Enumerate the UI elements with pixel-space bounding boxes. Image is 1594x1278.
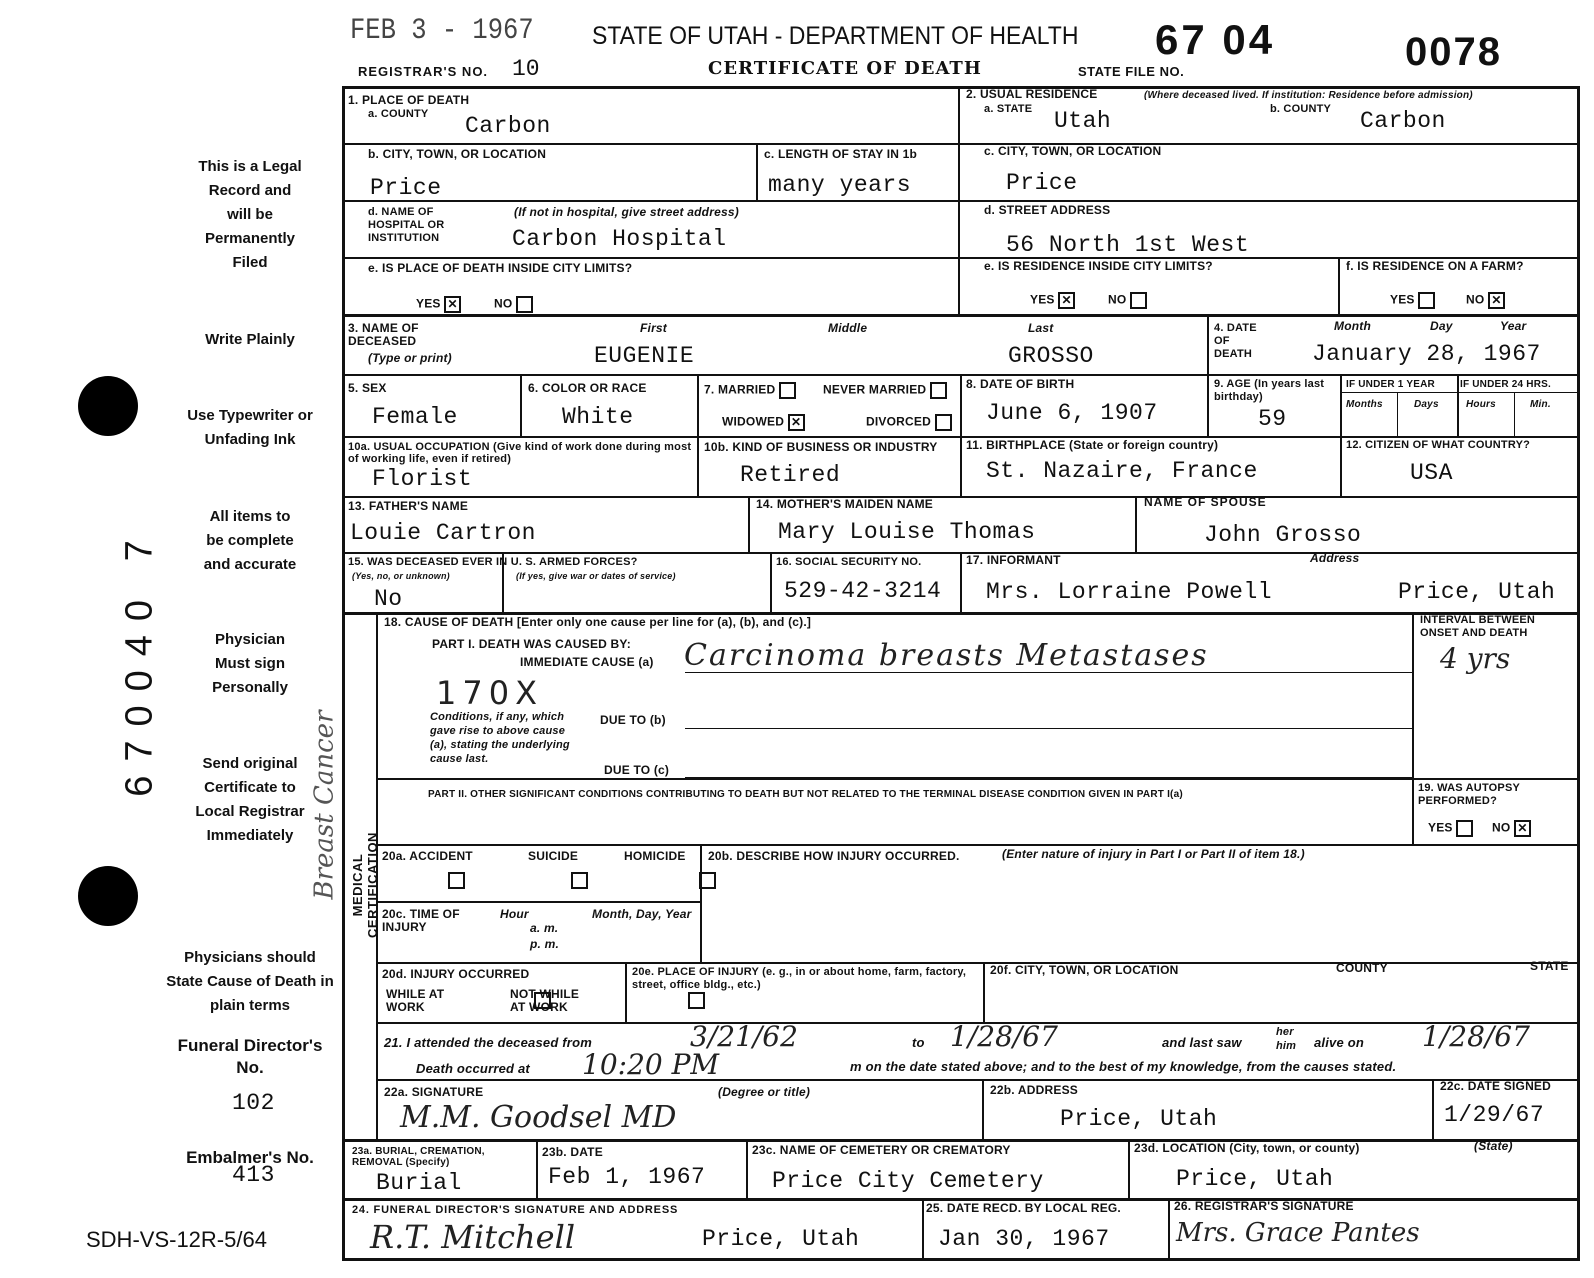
age-label: 9. AGE (In years last birthday): [1214, 378, 1325, 403]
injury-occurred-label: 20d. INJURY OCCURRED: [382, 967, 530, 981]
death-occurred-at-label: Death occurred at: [416, 1061, 530, 1076]
file-prefix: 67 04: [1155, 16, 1276, 63]
while-at-work-option[interactable]: [386, 988, 466, 1014]
agency-title: STATE OF UTAH - DEPARTMENT OF HEALTH: [592, 22, 1079, 50]
physician-signature: M.M. Goodsel MD: [400, 1100, 677, 1135]
interval-label: INTERVAL BETWEEN ONSET AND DEATH: [1420, 614, 1536, 639]
res-county: Carbon: [1360, 108, 1446, 134]
grid-line: [756, 143, 758, 200]
signature-label: 22a. SIGNATURE: [384, 1085, 484, 1099]
married-label: 7. MARRIED: [704, 382, 776, 397]
funeral-director-address: Price, Utah: [702, 1226, 860, 1252]
cemetery: Price City Cemetery: [772, 1168, 1044, 1194]
cause-of-death-label: 18. CAUSE OF DEATH [Enter only one cause per line for (a), (b), and (c).]: [384, 615, 812, 629]
yes-label: YES: [1390, 292, 1415, 307]
last-name: GROSSO: [1008, 343, 1094, 369]
grid-line: [376, 778, 1580, 780]
race-label: 6. COLOR OR RACE: [528, 381, 647, 395]
spouse-name: John Grosso: [1204, 522, 1362, 548]
checkbox-yes[interactable]: ✕: [444, 296, 461, 313]
type-or-print-label: (Type or print): [368, 351, 452, 365]
date-received: Jan 30, 1967: [938, 1226, 1110, 1252]
grid-line: [376, 1079, 1580, 1081]
grid-line: [1432, 1079, 1434, 1139]
res-city-label: c. CITY, TOWN, OR LOCATION: [984, 144, 1162, 158]
first-name: EUGENIE: [594, 343, 695, 369]
place-of-injury-label: 20e. PLACE OF INJURY (e. g., in or about home, farm, factory, street, office bldg., etc.): [632, 966, 967, 991]
sex-label: 5. SEX: [348, 381, 387, 395]
last-saw-label: and last saw: [1162, 1035, 1242, 1050]
checkbox-not-while-at-work[interactable]: [688, 992, 705, 1009]
cemetery-label: 23c. NAME OF CEMETERY OR CREMATORY: [752, 1143, 1011, 1157]
month-label: Month: [1334, 319, 1371, 333]
checkbox-homicide[interactable]: [699, 872, 716, 889]
usual-residence-label: 2. USUAL RESIDENCE: [966, 87, 1098, 101]
burial: Burial: [376, 1170, 462, 1196]
complete-note: All items to be complete and accurate: [203, 508, 297, 573]
attended-label: 21. I attended the deceased from: [384, 1035, 592, 1050]
widowed-option[interactable]: [722, 414, 805, 431]
grid-line: [1340, 392, 1580, 393]
grid-line: [770, 552, 772, 612]
code-170x: 170X: [436, 674, 543, 712]
funeral-director-no: 102: [232, 1090, 275, 1116]
injury-state-label: STATE: [1530, 959, 1569, 973]
grid-line: [342, 496, 1580, 498]
while-at-work-label: WHILE AT WORK: [386, 987, 445, 1014]
form-number: SDH-VS-12R-5/64: [86, 1227, 267, 1252]
grid-line: [536, 1139, 538, 1198]
father-name: Louie Cartron: [350, 520, 536, 546]
ssn: 529-42-3214: [784, 578, 942, 604]
registrar-label: REGISTRAR'S NO.: [358, 64, 489, 79]
no-label: NO: [1466, 292, 1485, 307]
typewriter-note: Use Typewriter or Unfading Ink: [187, 407, 313, 448]
year-label: Year: [1500, 319, 1527, 333]
immediate-cause: Carcinoma breasts Metastases: [684, 638, 1209, 673]
occupation-label: 10a. USUAL OCCUPATION (Give kind of work done during most of working life, even if retired): [348, 441, 692, 465]
frame-right: [1577, 86, 1580, 1261]
grid-line: [922, 1198, 924, 1260]
injury-county-label: COUNTY: [1336, 961, 1388, 975]
ssn-label: 16. SOCIAL SECURITY NO.: [776, 556, 922, 568]
grid-line: [376, 844, 1580, 846]
injury-description-label: 20b. DESCRIBE HOW INJURY OCCURRED.: [708, 849, 960, 863]
armed-forces: No: [374, 586, 403, 612]
informant: Mrs. Lorraine Powell: [986, 579, 1273, 605]
date-of-death: January 28, 1967: [1312, 341, 1541, 367]
autopsy-no[interactable]: [1492, 820, 1531, 837]
grid-line: [376, 901, 700, 903]
checkbox-yes[interactable]: [1456, 820, 1473, 837]
date-received-label: 25. DATE RECD. BY LOCAL REG.: [926, 1201, 1121, 1215]
birthplace: St. Nazaire, France: [986, 458, 1258, 484]
last-label: Last: [1028, 321, 1054, 335]
physician-note: Physician Must sign Personally: [212, 631, 288, 696]
yes-label: YES: [416, 296, 441, 311]
divorced-label: DIVORCED: [866, 414, 931, 429]
part-1-label: PART I. DEATH WAS CAUSED BY:: [432, 637, 631, 651]
grid-line: [1128, 1139, 1130, 1198]
checkbox-yes[interactable]: [1418, 292, 1435, 309]
alive-on: 1/28/67: [1422, 1020, 1530, 1053]
checkbox-divorced[interactable]: [935, 414, 952, 431]
funeral-director-signature-label: 24. FUNERAL DIRECTOR'S SIGNATURE AND ADDRESS: [352, 1204, 679, 1216]
grid-line: [700, 844, 702, 962]
res-county-label: b. COUNTY: [1270, 103, 1332, 115]
due-to-c-label: DUE TO (c): [604, 763, 670, 777]
street-address: 56 North 1st West: [1006, 232, 1250, 258]
grid-line: [376, 962, 1580, 964]
checkbox-yes[interactable]: ✕: [1058, 292, 1075, 309]
not-while-at-work-option[interactable]: [510, 988, 590, 1014]
accident-label: 20a. ACCIDENT: [382, 849, 473, 863]
farm-label: f. IS RESIDENCE ON A FARM?: [1346, 259, 1524, 273]
physician-address-label: 22b. ADDRESS: [990, 1083, 1078, 1097]
hour-label: Hour: [500, 907, 529, 921]
under-1-year-label: IF UNDER 1 YEAR: [1346, 379, 1435, 390]
grid-line: [342, 143, 1580, 145]
grid-line: [983, 962, 985, 1022]
registrar-number: 10: [512, 56, 540, 82]
days-label: Days: [1414, 399, 1439, 410]
grid-line: [746, 1139, 748, 1198]
injury-note: (Enter nature of injury in Part I or Part II of item 18.): [1002, 847, 1305, 861]
grid-line: [748, 496, 750, 552]
grid-line: [697, 374, 699, 496]
yes-label: YES: [1428, 820, 1453, 835]
hospital-name: Carbon Hospital: [512, 226, 727, 252]
checkbox-married[interactable]: [779, 382, 796, 399]
no-label: NO: [494, 296, 513, 311]
armed-forces-label: 15. WAS DECEASED EVER IN U. S. ARMED FORCES?: [348, 556, 638, 568]
grid-line: [342, 436, 1580, 438]
citizen-label: 12. CITIZEN OF WHAT COUNTRY?: [1346, 439, 1531, 451]
checkbox-suicide[interactable]: [571, 872, 588, 889]
age: 59: [1258, 406, 1287, 432]
registrar-signature: Mrs. Grace Pantes: [1176, 1218, 1420, 1248]
never-married-label: NEVER MARRIED: [823, 382, 927, 397]
married-option[interactable]: [704, 382, 796, 399]
informant-address: Price, Utah: [1398, 579, 1556, 605]
death-occurred-at: 10:20 PM: [582, 1048, 720, 1081]
birthplace-label: 11. BIRTHPLACE (State or foreign country): [966, 438, 1219, 452]
checkbox-accident[interactable]: [448, 872, 465, 889]
am-label: a. m.: [530, 921, 559, 935]
yes-label: YES: [1030, 292, 1055, 307]
no-label: NO: [1492, 820, 1511, 835]
state-paren-label: (State): [1474, 1139, 1513, 1153]
armed-note-1: (Yes, no, or unknown): [352, 571, 450, 581]
checkbox-no[interactable]: [1130, 292, 1147, 309]
rule-line: [685, 728, 1412, 729]
interval: 4 yrs: [1440, 642, 1511, 675]
res-inside-city-label: e. IS RESIDENCE INSIDE CITY LIMITS?: [984, 259, 1213, 273]
punch-hole-top: [78, 376, 138, 436]
physician-address: Price, Utah: [1060, 1106, 1218, 1132]
plain-terms-note: Physicians should State Cause of Death in plain terms: [166, 949, 334, 1014]
name-of-deceased-label: 3. NAME OF DECEASED: [348, 321, 419, 348]
rule-line: [685, 777, 1412, 778]
grid-line: [1207, 374, 1209, 436]
attended-from: 3/21/62: [690, 1020, 798, 1053]
mdy-label: Month, Day, Year: [592, 907, 692, 921]
armed-note-2: (If yes, give war or dates of service): [516, 571, 676, 581]
middle-label: Middle: [828, 321, 868, 335]
punch-hole-bottom: [78, 866, 138, 926]
death-inside-city-no[interactable]: [494, 296, 533, 313]
degree-label: (Degree or title): [718, 1085, 811, 1099]
checkbox-no[interactable]: [516, 296, 533, 313]
father-label: 13. FATHER'S NAME: [348, 499, 469, 513]
death-county-label: a. COUNTY: [368, 108, 429, 120]
grid-line: [1457, 374, 1459, 436]
certificate-title: CERTIFICATE OF DEATH: [708, 58, 982, 79]
place-of-death-label: 1. PLACE OF DEATH: [348, 93, 470, 107]
grid-line: [342, 200, 1580, 202]
not-while-at-work-label: NOT WHILE AT WORK: [510, 987, 580, 1014]
hours-label: Hours: [1466, 399, 1496, 410]
grid-line: [1412, 612, 1414, 844]
attended-to: 1/28/67: [950, 1020, 1058, 1053]
res-state: Utah: [1054, 108, 1112, 134]
informant-label: 17. INFORMANT: [966, 553, 1061, 567]
months-label: Months: [1346, 399, 1383, 410]
to-label: to: [912, 1035, 925, 1050]
death-county: Carbon: [465, 113, 551, 139]
divorced-option[interactable]: [866, 414, 952, 431]
day-label: Day: [1430, 319, 1453, 333]
immediate-cause-label: IMMEDIATE CAUSE (a): [520, 655, 654, 669]
date-of-death-label: 4. DATE OF DEATH: [1214, 322, 1257, 360]
embalmer-no: 413: [232, 1162, 275, 1188]
mother-name: Mary Louise Thomas: [778, 519, 1036, 545]
min-label: Min.: [1530, 399, 1551, 410]
res-city: Price: [1006, 170, 1078, 196]
burial-date: Feb 1, 1967: [548, 1164, 706, 1190]
usual-residence-note: (Where deceased lived. If institution: Residence before admission): [1144, 90, 1473, 101]
pm-label: p. m.: [530, 937, 560, 951]
business: Retired: [740, 462, 841, 488]
hospital-note: (If not in hospital, give street address): [514, 205, 739, 219]
death-inside-city-yes[interactable]: [416, 296, 461, 313]
informant-address-label: Address: [1310, 551, 1360, 565]
her-label: her: [1276, 1026, 1294, 1038]
part-2-label: PART II. OTHER SIGNIFICANT CONDITIONS CONTRIBUTING TO DEATH BUT NOT RELATED TO THE TERMINAL DISEASE CONDITION GIVEN IN PART I(a): [428, 789, 1183, 800]
mother-label: 14. MOTHER'S MAIDEN NAME: [756, 497, 934, 511]
embalmer-no-label: Embalmer's No.: [186, 1148, 314, 1167]
frame-bottom: [342, 1258, 1580, 1261]
due-to-b-label: DUE TO (b): [600, 713, 666, 727]
frame-left: [342, 86, 345, 1261]
sex: Female: [372, 404, 458, 430]
widowed-label: WIDOWED: [722, 414, 785, 429]
race: White: [562, 404, 634, 430]
write-plainly-note: Write Plainly: [205, 331, 295, 348]
grid-line: [1135, 496, 1137, 552]
length-of-stay: many years: [768, 172, 912, 198]
res-state-label: a. STATE: [984, 103, 1033, 115]
vertical-file-number: 670040 7: [118, 526, 161, 797]
date-of-birth: June 6, 1907: [986, 400, 1158, 426]
grid-line: [1397, 392, 1398, 436]
legal-record-note: This is a Legal Record and will be Permanently Filed: [198, 158, 302, 271]
alive-on-label: alive on: [1314, 1035, 1365, 1050]
funeral-director-no-label: Funeral Director's No.: [177, 1036, 323, 1077]
res-inside-city-no[interactable]: [1108, 292, 1147, 309]
grid-line: [520, 374, 522, 436]
checkbox-widowed[interactable]: ✕: [788, 414, 805, 431]
date-of-birth-label: 8. DATE OF BIRTH: [966, 377, 1075, 391]
grid-line: [342, 1139, 1580, 1142]
checkbox-no[interactable]: ✕: [1514, 820, 1531, 837]
homicide-label: HOMICIDE: [624, 849, 686, 863]
injury-city-label: 20f. CITY, TOWN, OR LOCATION: [990, 963, 1179, 977]
stamp-date: FEB 3 - 1967: [350, 14, 534, 48]
death-inside-city-label: e. IS PLACE OF DEATH INSIDE CITY LIMITS?: [368, 261, 633, 275]
grid-line: [1338, 257, 1340, 314]
grid-line: [1168, 1198, 1170, 1260]
state-file-label: STATE FILE NO.: [1078, 64, 1185, 79]
death-city: Price: [370, 175, 442, 201]
farm-yes[interactable]: [1390, 292, 1435, 309]
funeral-director-signature: R.T. Mitchell: [370, 1218, 576, 1256]
grid-line: [960, 552, 962, 612]
him-label: him: [1276, 1040, 1297, 1052]
date-signed: 1/29/67: [1444, 1102, 1545, 1128]
under-24-hrs-label: IF UNDER 24 HRS.: [1460, 379, 1551, 390]
res-inside-city-yes[interactable]: [1030, 292, 1075, 309]
statement-label: m on the date stated above; and to the best of my knowledge, from the causes stated.: [850, 1059, 1397, 1074]
grid-line: [1207, 314, 1209, 374]
state-file-number: 0078: [1405, 30, 1502, 74]
suicide-label: SUICIDE: [528, 849, 579, 863]
death-city-label: b. CITY, TOWN, OR LOCATION: [368, 147, 547, 161]
occupation: Florist: [372, 466, 473, 492]
send-original-note: Send original Certificate to Local Registrar Immediately: [195, 755, 305, 844]
grid-line: [982, 1079, 984, 1139]
street-address-label: d. STREET ADDRESS: [984, 203, 1111, 217]
grid-line: [960, 374, 962, 496]
farm-no[interactable]: [1466, 292, 1505, 309]
margin-handwriting: Breast Cancer: [309, 710, 340, 900]
never-married-option[interactable]: [823, 382, 947, 399]
medical-certification-label: MEDICAL CERTIFICATION: [350, 832, 380, 938]
registrar-signature-label: 26. REGISTRAR'S SIGNATURE: [1174, 1199, 1354, 1213]
grid-line: [625, 962, 627, 1022]
length-of-stay-label: c. LENGTH OF STAY IN 1b: [764, 147, 918, 161]
date-signed-label: 22c. DATE SIGNED: [1440, 1079, 1552, 1093]
hospital-label: d. NAME OF HOSPITAL OR INSTITUTION: [368, 206, 445, 244]
grid-line: [342, 314, 1580, 317]
citizen: USA: [1410, 460, 1453, 486]
cemetery-location: Price, Utah: [1176, 1166, 1334, 1192]
burial-date-label: 23b. DATE: [542, 1145, 603, 1159]
burial-label: 23a. BURIAL, CREMATION, REMOVAL (Specify): [352, 1146, 485, 1168]
no-label: NO: [1108, 292, 1127, 307]
cemetery-location-label: 23d. LOCATION (City, town, or county): [1134, 1141, 1360, 1155]
autopsy-label: 19. WAS AUTOPSY PERFORMED?: [1418, 782, 1520, 807]
autopsy-yes[interactable]: [1428, 820, 1473, 837]
time-of-injury-label: 20c. TIME OF INJURY: [382, 907, 460, 934]
conditions-label: Conditions, if any, which gave rise to above cause (a), stating the underlying cause last.: [430, 711, 570, 765]
spouse-label: NAME OF SPOUSE: [1144, 495, 1267, 509]
business-label: 10b. KIND OF BUSINESS OR INDUSTRY: [704, 440, 938, 454]
first-label: First: [640, 321, 668, 335]
grid-line: [1514, 392, 1515, 436]
checkbox-no[interactable]: ✕: [1488, 292, 1505, 309]
checkbox-never-married[interactable]: [930, 382, 947, 399]
